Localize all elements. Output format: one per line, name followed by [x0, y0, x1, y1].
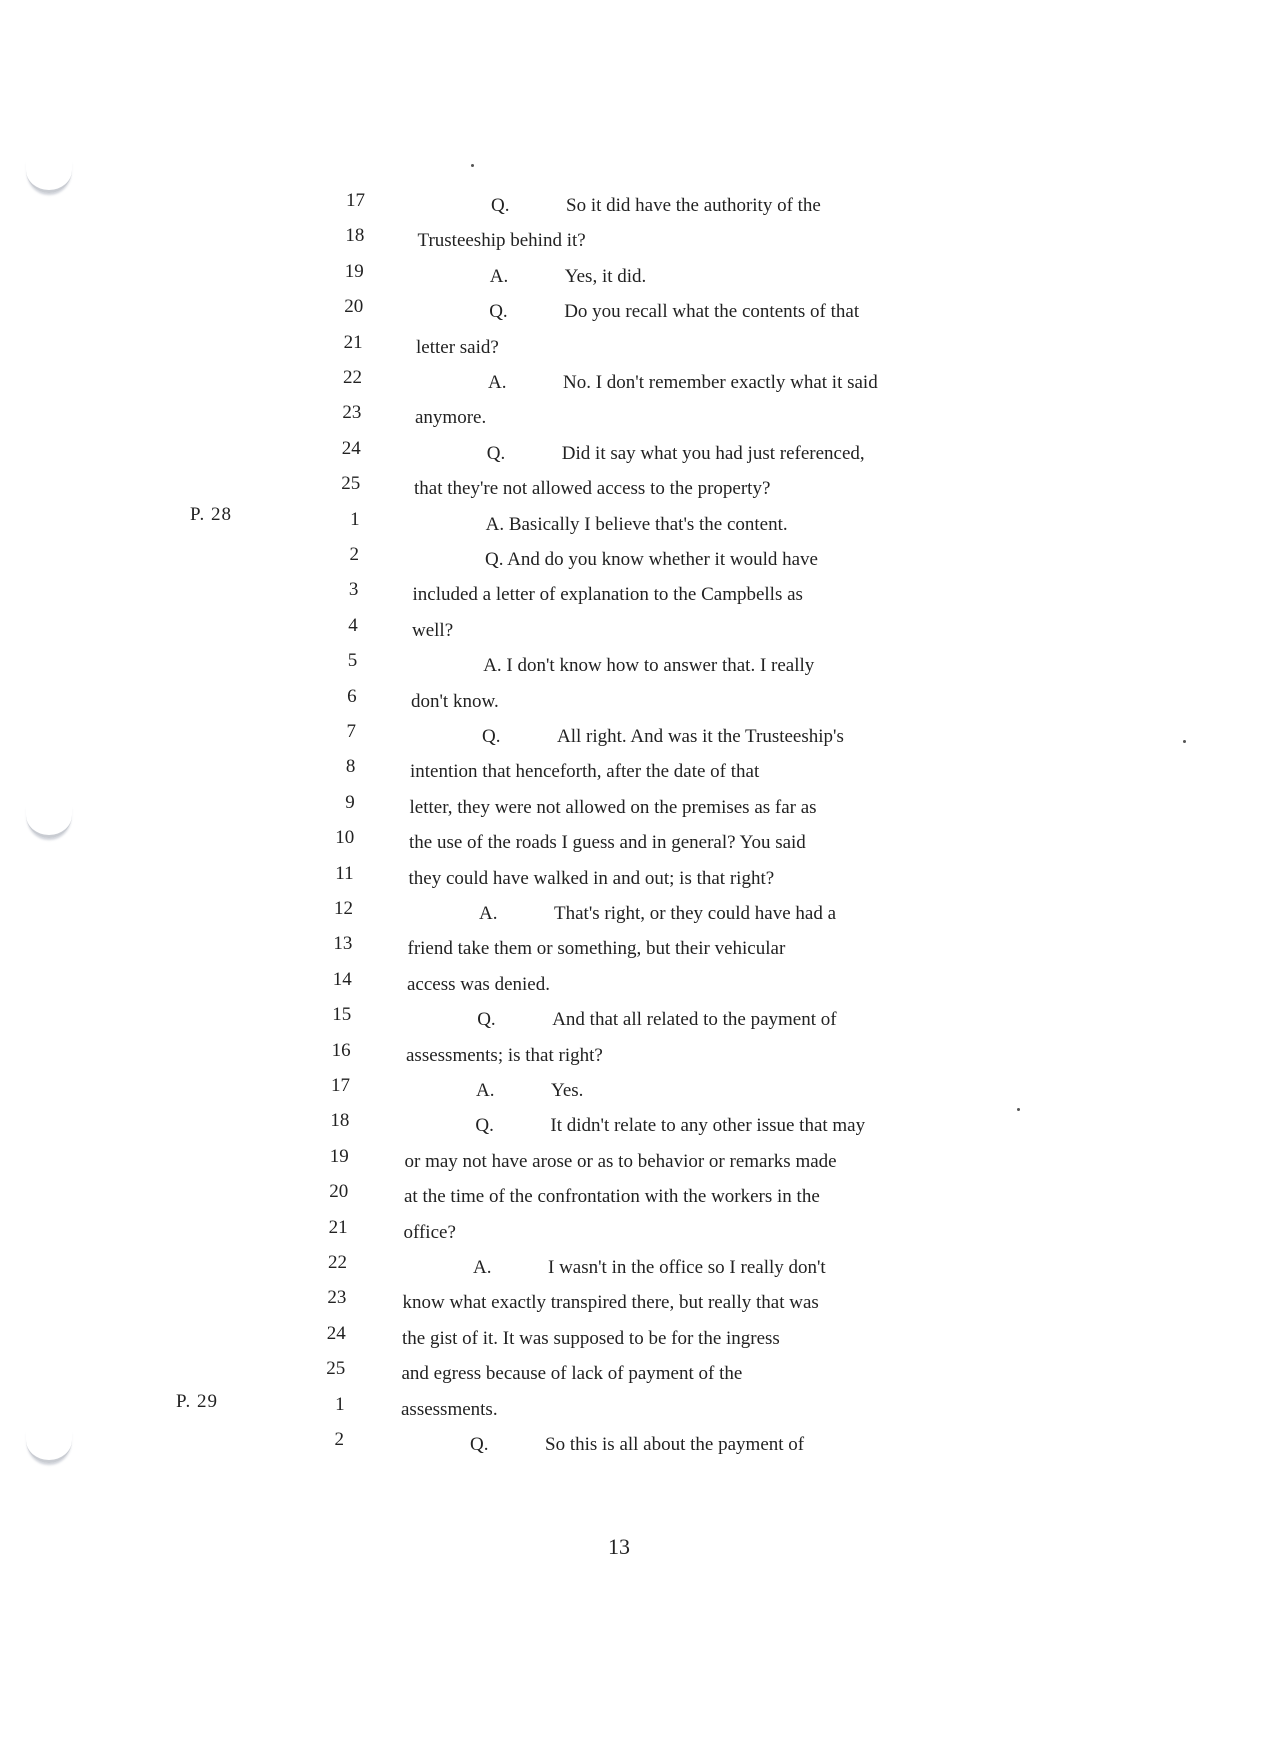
line-number: 22 — [328, 1252, 347, 1273]
transcript-line: assessments. — [401, 1398, 498, 1420]
line-number: 10 — [335, 827, 355, 849]
transcript-line: So this is all about the payment of — [545, 1434, 805, 1455]
line-number: 6 — [347, 685, 357, 707]
line-number: 18 — [345, 225, 365, 247]
transcript-line: that they're not allowed access to the property? — [414, 478, 771, 500]
transcript-line: It didn't relate to any other issue that may — [550, 1115, 866, 1137]
speaker-label: Q. — [491, 195, 510, 216]
transcript-line: well? — [412, 619, 454, 641]
line-number: 8 — [345, 756, 356, 778]
transcript-line: letter said? — [416, 336, 499, 358]
transcript-line: So it did have the authority of the — [566, 195, 821, 216]
transcript-line: A. Basically I believe that's the content. — [485, 513, 788, 535]
line-number: 13 — [333, 933, 353, 955]
line-number: 24 — [341, 437, 361, 459]
line-number: 25 — [326, 1358, 346, 1380]
transcript-line: And that all related to the payment of — [552, 1009, 837, 1031]
line-number: 15 — [332, 1004, 352, 1026]
transcript-line: the use of the roads I guess and in general? You said — [409, 832, 806, 854]
scan-speck — [471, 164, 474, 167]
speaker-label: A. — [473, 1257, 492, 1278]
transcript-line: don't know. — [411, 690, 499, 712]
speaker-label: Q. — [486, 442, 506, 464]
transcript-line: and egress because of lack of payment of the — [401, 1363, 743, 1385]
speaker-label: Q. — [475, 1115, 494, 1137]
transcript-line: they could have walked in and out; is that right? — [408, 867, 775, 889]
line-number: 21 — [343, 331, 363, 353]
line-number: 9 — [345, 791, 355, 813]
line-number: 24 — [326, 1322, 346, 1344]
speaker-label: A. — [488, 372, 507, 393]
binder-hole-middle — [26, 805, 72, 838]
transcript-line: All right. And was it the Trusteeship's — [557, 726, 844, 747]
transcript-line: or may not have arose or as to behavior or remarks made — [404, 1150, 837, 1172]
transcript-line: Do you recall what the contents of that — [564, 301, 860, 323]
speaker-label: A. — [489, 265, 509, 287]
scan-speck — [1017, 1108, 1020, 1111]
line-number: 2 — [334, 1429, 344, 1450]
transcript-line: included a letter of explanation to the Campbells as — [412, 584, 803, 606]
speaker-label: A. — [476, 1080, 495, 1101]
transcript-line: A. I don't know how to answer that. I really — [483, 655, 815, 677]
line-number: 1 — [335, 1393, 345, 1415]
transcript-line: Trusteeship behind it? — [417, 230, 586, 252]
line-number: 23 — [327, 1287, 347, 1309]
line-number: 14 — [332, 968, 352, 990]
transcript-line: anymore. — [415, 407, 487, 429]
line-number: 4 — [348, 614, 358, 636]
transcript-line: I wasn't in the office so I really don't — [548, 1257, 826, 1278]
line-number: 20 — [329, 1181, 349, 1203]
page-reference: P. 29 — [176, 1391, 218, 1412]
speaker-label: Q. — [470, 1434, 489, 1455]
transcript-line: That's right, or they could have had a — [554, 903, 837, 924]
page-reference: P. 28 — [190, 504, 232, 525]
line-number: 1 — [350, 508, 360, 530]
line-number: 17 — [331, 1075, 350, 1096]
line-number: 5 — [347, 650, 358, 672]
line-number: 17 — [346, 190, 365, 211]
speaker-label: Q. — [489, 301, 508, 323]
line-number: 18 — [330, 1110, 350, 1132]
transcript-line: assessments; is that right? — [406, 1044, 603, 1066]
line-number: 2 — [349, 544, 359, 565]
line-number: 21 — [328, 1216, 348, 1238]
line-number: 23 — [342, 402, 362, 424]
line-number: 25 — [341, 473, 361, 495]
transcript-line: Did it say what you had just referenced, — [561, 442, 865, 464]
transcript-line: know what exactly transpired there, but really that was — [402, 1292, 819, 1314]
transcript-line: at the time of the confrontation with the workers in the — [404, 1186, 820, 1208]
transcript-line: intention that henceforth, after the date of that — [410, 761, 760, 783]
speaker-label: Q. — [477, 1009, 496, 1031]
transcript-line: No. I don't remember exactly what it said — [563, 372, 878, 393]
transcript-line: the gist of it. It was supposed to be for the ingress — [402, 1327, 780, 1349]
transcript-line: friend take them or something, but their vehicular — [407, 938, 786, 960]
transcript-line: letter, they were not allowed on the premises as far as — [409, 796, 817, 818]
line-number: 19 — [344, 260, 364, 282]
transcript-line: access was denied. — [407, 973, 550, 995]
transcript-line: office? — [403, 1221, 456, 1243]
scan-speck — [1183, 740, 1186, 743]
line-number: 3 — [348, 579, 359, 601]
line-number: 11 — [335, 862, 354, 884]
speaker-label: Q. — [482, 726, 501, 747]
line-number: 12 — [334, 898, 353, 919]
transcript-line: Q. And do you know whether it would have — [485, 549, 818, 570]
line-number: 16 — [331, 1039, 351, 1061]
binder-hole-bottom — [26, 1430, 72, 1463]
speaker-label: A. — [479, 903, 498, 924]
transcript-line: Yes. — [551, 1080, 584, 1101]
line-number: 22 — [343, 367, 362, 388]
transcript-line: Yes, it did. — [564, 265, 647, 287]
binder-hole-top — [26, 160, 72, 193]
page-number: 13 — [608, 1534, 630, 1559]
line-number: 7 — [346, 721, 356, 742]
line-number: 20 — [344, 296, 364, 318]
line-number: 19 — [329, 1145, 349, 1167]
